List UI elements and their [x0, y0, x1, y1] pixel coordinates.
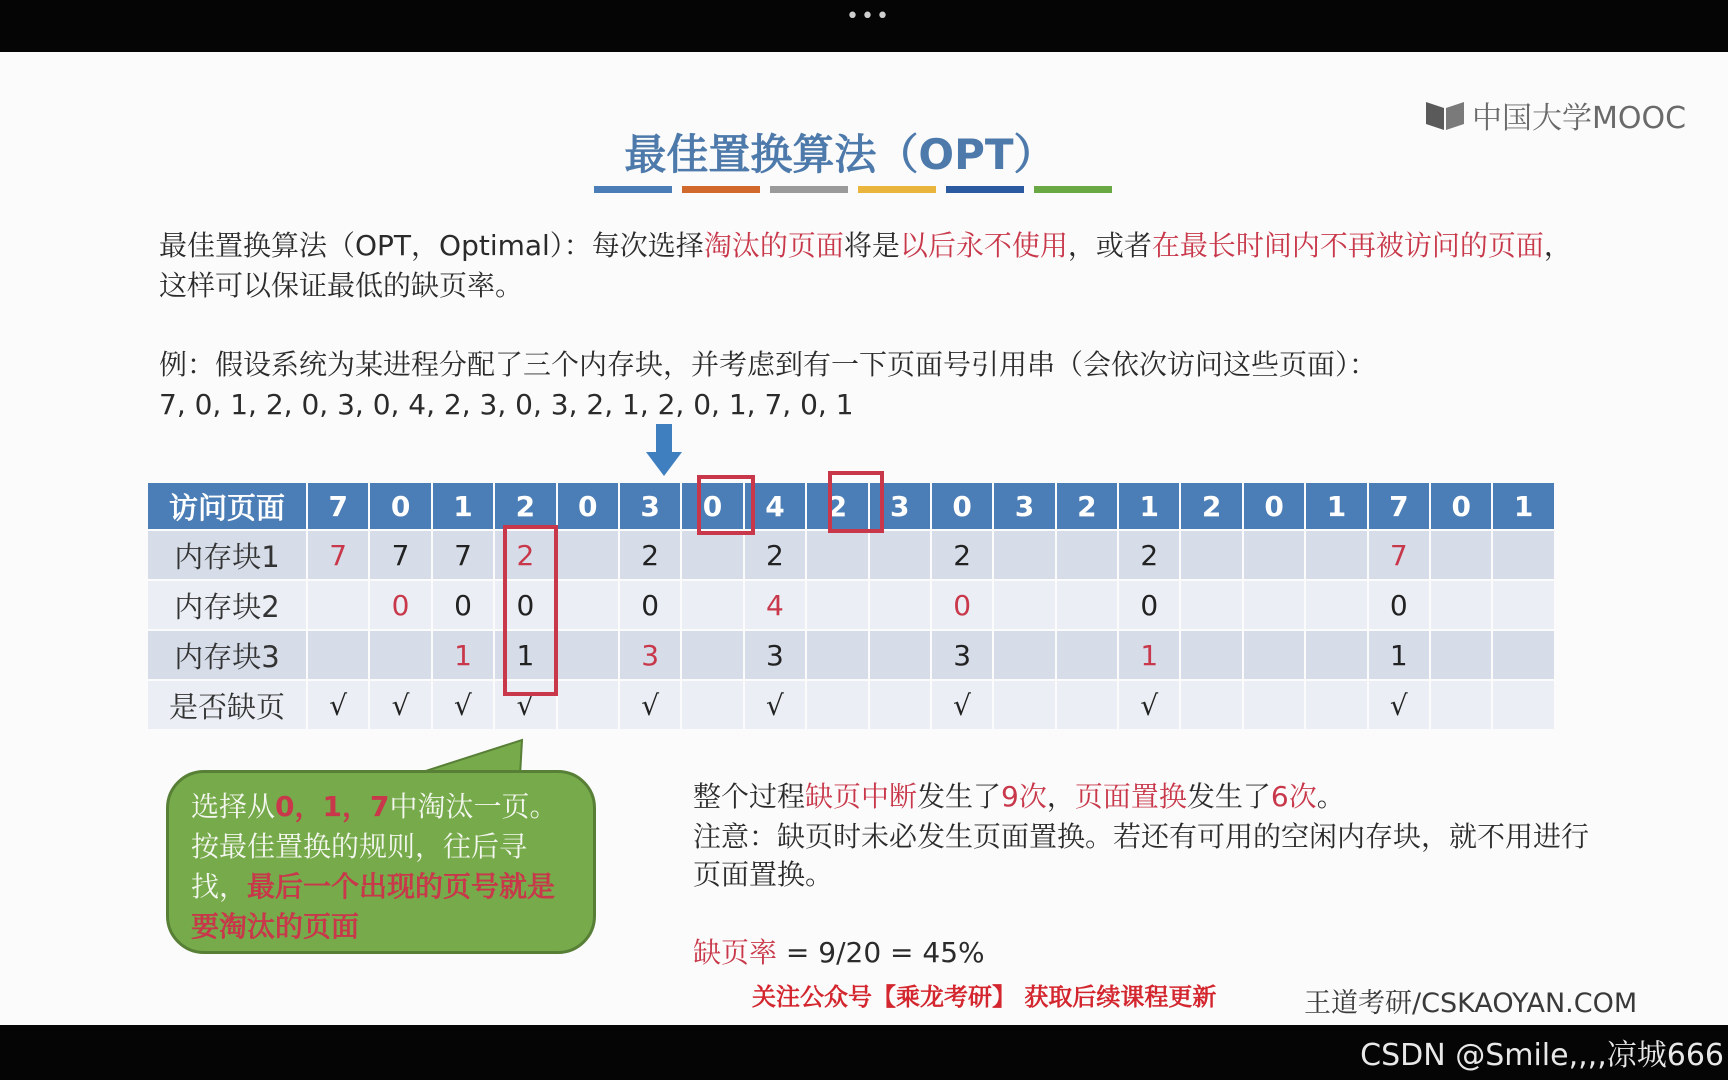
mooc-logo: [1424, 93, 1686, 137]
table-cell: [1243, 680, 1305, 730]
table-cell: 1: [432, 630, 494, 680]
table-cell: 3: [744, 630, 806, 680]
table-cell: 0: [1243, 482, 1305, 530]
table-row-fault: [147, 680, 1555, 730]
table-cell: [1180, 580, 1242, 630]
promo-text: 关注公众号【乘龙考研】 获取后续课程更新: [752, 983, 1217, 1011]
table-cell: 3: [931, 630, 993, 680]
slide-title: 最佳置换算法（OPT）: [624, 130, 1056, 179]
definition-text: 最佳置换算法（OPT，Optimal）：每次选择淘汰的页面将是以后永不使用，或者在最长时间内不再被访问的页面，这样可以保证最低的缺页率。: [159, 229, 1572, 302]
table-cell: 2: [494, 530, 556, 580]
table-cell: [681, 580, 743, 630]
table-cell: [993, 630, 1055, 680]
table-cell: 0: [369, 482, 431, 530]
row-header: 内存块2: [147, 580, 307, 630]
table-cell: [993, 580, 1055, 630]
table-cell: [1180, 530, 1242, 580]
highlight-box-column: [503, 525, 558, 696]
table-cell: [1243, 630, 1305, 680]
table-cell: 1: [432, 482, 494, 530]
highlight-box-access-2: [828, 471, 884, 533]
table-cell: [1305, 530, 1367, 580]
table-cell: [869, 580, 931, 630]
table-cell: [869, 680, 931, 730]
table-cell: 0: [369, 580, 431, 630]
table-cell: 0: [494, 580, 556, 630]
row-header: 访问页面: [147, 482, 307, 530]
table-cell: [1430, 680, 1492, 730]
down-arrow-icon: [646, 424, 682, 476]
table-cell: 2: [806, 482, 868, 530]
table-cell: [1180, 680, 1242, 730]
table-cell: 1: [1368, 630, 1430, 680]
table-cell: 2: [744, 530, 806, 580]
row-header: 内存块1: [147, 530, 307, 580]
table-row-block3: [147, 630, 1555, 680]
table-cell: [1056, 580, 1118, 630]
table-cell: 0: [1368, 580, 1430, 630]
table-cell: 1: [1118, 482, 1180, 530]
table-cell: [1243, 580, 1305, 630]
table-cell: [557, 580, 619, 630]
row-header: 内存块3: [147, 630, 307, 680]
row-header: 是否缺页: [147, 680, 307, 730]
title-underline: [594, 186, 1112, 193]
table-cell: [681, 630, 743, 680]
table-cell: √: [432, 680, 494, 730]
more-options-icon[interactable]: •••: [846, 4, 891, 29]
example-line-1: 例：假设系统为某进程分配了三个内存块，并考虑到有一下页面号引用串（会依次访问这些页面）：: [159, 348, 1378, 381]
table-cell: 7: [307, 530, 369, 580]
table-cell: [681, 680, 743, 730]
example-text: [159, 345, 1599, 425]
fault-summary: 整个过程缺页中断发生了9次，页面置换发生了6次。: [693, 780, 1345, 813]
table-cell: [1305, 680, 1367, 730]
table-cell: [1492, 530, 1554, 580]
table-cell: [1492, 580, 1554, 630]
callout-bubble: 选择从0，1，7中淘汰一页。按最佳置换的规则，往后寻找，最后一个出现的页号就是要淘汰的页面: [166, 770, 596, 954]
table-cell: 0: [432, 580, 494, 630]
table-cell: 2: [619, 530, 681, 580]
video-top-bar: [0, 0, 1728, 52]
table-cell: [1056, 630, 1118, 680]
table-cell: 3: [869, 482, 931, 530]
table-cell: 1: [1305, 482, 1367, 530]
table-cell: [806, 680, 868, 730]
brand-text: 王道考研/CSKAOYAN.COM: [1304, 988, 1638, 1019]
table-cell: 7: [432, 530, 494, 580]
book-icon: [1424, 98, 1466, 132]
table-cell: 7: [307, 482, 369, 530]
table-cell: 0: [1118, 580, 1180, 630]
table-cell: [307, 630, 369, 680]
table-cell: 3: [993, 482, 1055, 530]
table-cell: 0: [931, 580, 993, 630]
table-cell: √: [1118, 680, 1180, 730]
table-cell: 1: [1118, 630, 1180, 680]
table-cell: [993, 680, 1055, 730]
table-cell: [369, 630, 431, 680]
table-cell: 0: [681, 482, 743, 530]
table-cell: [1492, 680, 1554, 730]
table-cell: [557, 680, 619, 730]
table-cell: [1305, 580, 1367, 630]
reference-string: 7, 0, 1, 2, 0, 3, 0, 4, 2, 3, 0, 3, 2, 1, 2, 0, 1, 7, 0, 1: [159, 388, 854, 421]
table-cell: 2: [494, 482, 556, 530]
table-cell: 7: [369, 530, 431, 580]
table-cell: 7: [1368, 482, 1430, 530]
table-row-block2: [147, 580, 1555, 630]
table-cell: 1: [494, 630, 556, 680]
table-cell: [806, 580, 868, 630]
table-cell: 2: [1118, 530, 1180, 580]
table-cell: √: [307, 680, 369, 730]
table-cell: [1180, 630, 1242, 680]
table-cell: 0: [557, 482, 619, 530]
table-cell: [1430, 630, 1492, 680]
table-cell: [1056, 680, 1118, 730]
table-cell: [869, 630, 931, 680]
table-cell: [1492, 630, 1554, 680]
table-cell: 4: [744, 580, 806, 630]
table-cell: [307, 580, 369, 630]
highlight-box-access-0: [697, 475, 755, 535]
table-cell: √: [744, 680, 806, 730]
table-cell: [869, 530, 931, 580]
table-cell: [806, 530, 868, 580]
table-cell: 1: [1492, 482, 1554, 530]
table-cell: 0: [1430, 482, 1492, 530]
table-cell: [806, 630, 868, 680]
table-cell: 2: [931, 530, 993, 580]
table-cell: [1056, 530, 1118, 580]
fault-rate: 缺页率 = 9/20 = 45%: [693, 936, 985, 969]
csdn-watermark: CSDN @Smile,,,,凉城666: [1360, 1038, 1724, 1073]
table-cell: 2: [1056, 482, 1118, 530]
table-cell: √: [619, 680, 681, 730]
table-cell: [681, 530, 743, 580]
table-cell: 2: [1180, 482, 1242, 530]
table-cell: 3: [619, 630, 681, 680]
table-cell: √: [1368, 680, 1430, 730]
table-cell: [557, 630, 619, 680]
table-cell: [1430, 580, 1492, 630]
logo-text: 中国大学MOOC: [1472, 101, 1687, 136]
table-row-block1: [147, 530, 1555, 580]
table-cell: [1243, 530, 1305, 580]
table-cell: 0: [931, 482, 993, 530]
table-cell: √: [931, 680, 993, 730]
table-cell: [993, 530, 1055, 580]
table-cell: [1430, 530, 1492, 580]
table-cell: [1305, 630, 1367, 680]
table-cell: [557, 530, 619, 580]
table-cell: 0: [619, 580, 681, 630]
table-cell: √: [494, 680, 556, 730]
table-cell: 3: [619, 482, 681, 530]
table-cell: 4: [744, 482, 806, 530]
table-cell: 7: [1368, 530, 1430, 580]
note-text: 注意：缺页时未必发生页面置换。若还有可用的空闲内存块，就不用进行页面置换。: [693, 820, 1590, 891]
table-cell: √: [369, 680, 431, 730]
